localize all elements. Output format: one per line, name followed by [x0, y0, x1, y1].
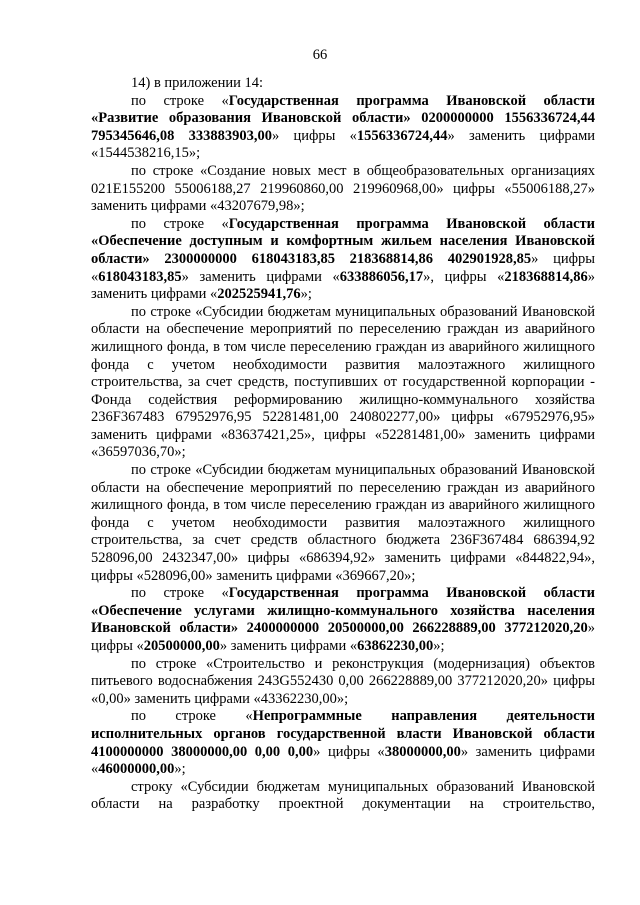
text-run: »; — [433, 638, 445, 654]
document-body — [91, 75, 595, 814]
text-run: по строке « — [131, 585, 229, 602]
page-number: 66 — [312, 47, 328, 63]
text-run: »; — [300, 286, 312, 303]
paragraph — [91, 163, 595, 216]
text-run: » цифры « — [91, 250, 595, 285]
bold-text-run: Государственная программа Ивановской области «Обеспечение услугами жилищно-коммунального хозяйства населения Ивановской области» 2400000000 20500000,00 266228889,00 377212020,20 — [91, 585, 595, 637]
text-run: » заменить цифрами « — [181, 268, 340, 285]
bold-text-run: Государственная программа Ивановской области «Развитие образования Ивановской области» 0200000000 1556336724,44 795345646,08 333883903,00 — [91, 92, 595, 144]
bold-text-run: 1556336724,44 — [356, 127, 448, 144]
bold-text-run: 46000000,00 — [98, 761, 175, 778]
text-run: по строке «Субсидии бюджетам муниципальных образований Ивановской области на обеспечение мероприятий по переселению граждан из аварийного жилищного фонда, в том числе переселению граждан из аварийного жилищного фонда с учетом необходимости развития малоэтажного жилищного строительства, за счет средств, поступивших от государственной корпорации - Фонда содействия реформированию жилищно-коммунального хозяйства 236F367483 67952976,95 52281481,00 240802277,00» цифры «67952976,95» заменить цифрами «83637421,25», цифры «52281481,00» заменить цифрами «36597036,70»; — [91, 303, 595, 461]
bold-text-run: 20500000,00 — [143, 638, 220, 654]
text-run: по строке «Строительство и реконструкция (модернизация) объектов питьевого водоснабжения 243G552430 0,00 266228889,00 377212020,20» цифры «0,00» заменить цифрами «43362230,00»; — [91, 655, 595, 707]
text-run: » заменить цифрами « — [219, 638, 358, 654]
paragraph — [91, 656, 595, 709]
text-run: строку «Субсидии бюджетам муниципальных образований Ивановской области на разработку проектной документации на строительство, — [91, 778, 595, 813]
bold-text-run: 38000000,00 — [384, 743, 461, 760]
paragraph — [91, 585, 595, 655]
text-run: по строке « — [131, 92, 229, 109]
bold-text-run: Непрограммные направления деятельности исполнительных органов государственной власти Ивановской области 4100000000 38000000,00 0,00 0,00 — [91, 708, 595, 760]
text-run: » цифры « — [271, 127, 357, 144]
bold-text-run: 633886056,17 — [339, 268, 424, 285]
text-run: по строке «Субсидии бюджетам муниципальных образований Ивановской области на обеспечение мероприятий по переселению граждан из аварийного жилищного фонда, в том числе переселению граждан из аварийного жилищного фонда с учетом необходимости развития малоэтажного жилищного строительства, за счет средств областного бюджета 236F367484 686394,92 528096,00 2432347,00» цифры «686394,92» заменить цифрами «844822,94», цифры «528096,00» заменить цифрами «369667,20»; — [91, 462, 595, 584]
text-run: по строке « — [131, 215, 229, 232]
bold-text-run: 63862230,00 — [357, 638, 434, 654]
paragraph — [91, 462, 595, 585]
bold-text-run: Государственная программа Ивановской области «Обеспечение доступным и комфортным жильем населения Ивановской области» 2300000000 618043183,85 218368814,86 402901928,85 — [91, 215, 595, 267]
paragraph — [91, 93, 595, 163]
paragraph — [91, 216, 595, 304]
text-run: по строке « — [131, 708, 253, 725]
bold-text-run: 202525941,76 — [217, 286, 301, 303]
text-run: 14) в приложении 14: — [131, 75, 264, 91]
text-run: » заменить цифрами « — [91, 743, 595, 778]
text-run: по строке «Создание новых мест в общеобразовательных организациях 021E155200 55006188,27 219960860,00 219960968,00» цифры «55006188,27» заменить цифрами «43207679,98»; — [91, 162, 595, 215]
paragraph — [91, 779, 595, 814]
text-run: »; — [174, 761, 186, 778]
bold-text-run: 618043183,85 — [98, 268, 182, 285]
text-run: », цифры « — [423, 268, 505, 285]
paragraph — [91, 75, 595, 93]
text-run: » заменить цифрами «1544538216,15»; — [91, 127, 595, 162]
bold-text-run: 218368814,86 — [504, 268, 588, 285]
paragraph — [91, 304, 595, 462]
paragraph — [91, 708, 595, 778]
text-run: » цифры « — [313, 743, 385, 760]
text-run: » цифры « — [91, 620, 595, 654]
text-run: » заменить цифрами « — [91, 268, 595, 303]
